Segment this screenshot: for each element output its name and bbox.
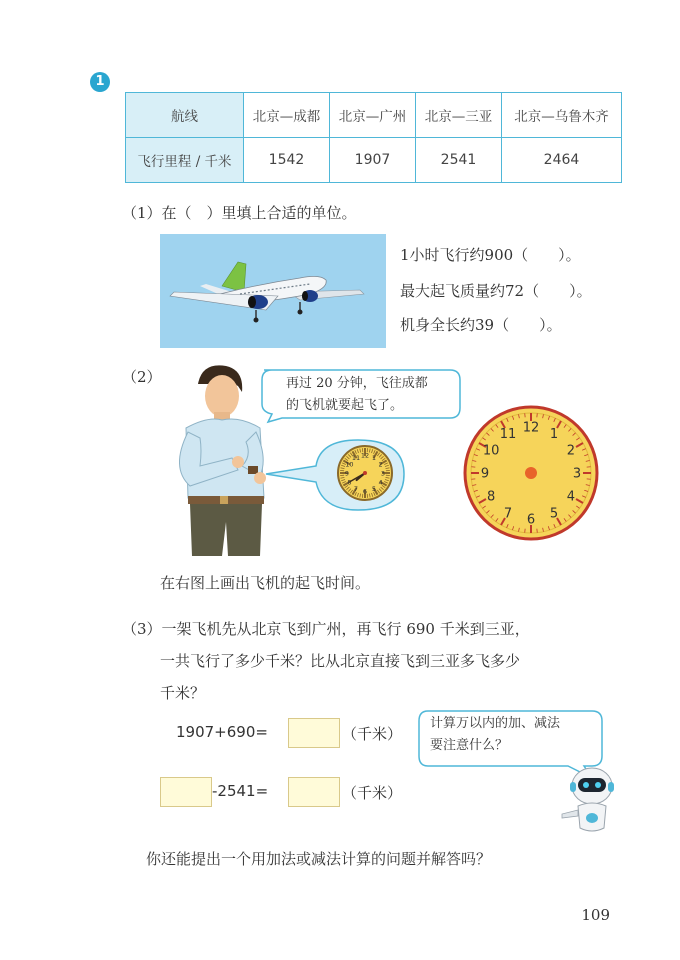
equation-2-unit: （千米）: [342, 784, 403, 802]
clock-number: 8: [487, 489, 496, 505]
clock-number: 10: [482, 443, 500, 459]
q1-line-length: 机身全长约39（ ）。: [400, 316, 562, 334]
equation-2-operator: -2541=: [212, 782, 269, 800]
table-cell: 航线: [126, 93, 244, 138]
clock-number: 1: [371, 453, 377, 462]
table-cell: 2541: [416, 138, 502, 183]
q3-line-1: （3）一架飞机先从北京飞到广州，再飞行 690 千米到三亚，: [122, 620, 530, 638]
table-cell: 飞行里程 / 千米: [126, 138, 244, 183]
answer-box-total[interactable]: [160, 777, 212, 807]
clock-number: 12: [522, 420, 540, 436]
clock-number: 4: [378, 478, 383, 487]
clock-number: 7: [353, 484, 359, 493]
clock-number: 8: [347, 478, 352, 487]
table-cell: 北京—乌鲁木齐: [502, 93, 622, 138]
table-cell: 北京—成都: [244, 93, 330, 138]
clock-center-pin: [525, 467, 537, 479]
clock-number: 11: [499, 426, 517, 442]
clock-number: 5: [549, 506, 559, 522]
equation-1-left: 1907+690=: [176, 723, 268, 741]
clock-number: 5: [371, 484, 377, 493]
q1-line-speed: 1小时飞行约900（ ）。: [400, 246, 581, 264]
table-cell: 2464: [502, 138, 622, 183]
watch-center-pin: [363, 471, 367, 475]
clock-number: 4: [566, 489, 575, 505]
equation-1-unit: （千米）: [342, 725, 403, 743]
clock-number: 9: [480, 466, 490, 482]
clock-number: 6: [362, 487, 368, 496]
q3-line-2: 一共飞行了多少千米？比从北京直接飞到三亚多飞多少: [160, 652, 521, 670]
clock-number: 12: [360, 451, 370, 460]
page-number: 109: [581, 906, 610, 924]
clock-number: 10: [345, 460, 354, 469]
extension-question: 你还能提出一个用加法或减法计算的问题并解答吗？: [146, 850, 492, 868]
table-cell: 1907: [330, 138, 416, 183]
robot-speech-line-2: 要注意什么？: [430, 738, 509, 753]
clock-number: 3: [572, 466, 582, 482]
blank-clock-face[interactable]: [462, 404, 600, 542]
clock-number: 6: [526, 512, 536, 528]
speech-line-2: 的飞机就要起飞了。: [286, 398, 404, 413]
clock-number: 3: [380, 469, 386, 478]
table-cell: 1542: [244, 138, 330, 183]
q3-line-3: 千米？: [160, 684, 206, 702]
answer-box-sum[interactable]: [288, 718, 340, 748]
clock-number: 7: [503, 506, 513, 522]
table-cell: 北京—三亚: [416, 93, 502, 138]
answer-box-difference[interactable]: [288, 777, 340, 807]
wrist-watch-clock: [336, 444, 394, 502]
speech-line-1: 再过 20 分钟，飞往成都: [286, 376, 428, 391]
clock-number: 1: [549, 426, 559, 442]
airplane-image: [160, 234, 386, 348]
clock-number: 2: [378, 460, 383, 469]
robot-speech-line-1: 计算万以内的加、减法: [430, 716, 561, 731]
robot-mascot: [556, 762, 622, 834]
section-number-badge: 1: [90, 72, 110, 92]
clock-number: 2: [566, 443, 575, 459]
q2-instruction: 在右图上画出飞机的起飞时间。: [160, 574, 371, 592]
clock-number: 11: [351, 453, 361, 462]
table-row: [126, 138, 622, 183]
clock-number: 9: [344, 469, 350, 478]
table-row: [126, 93, 622, 138]
q1-line-mass: 最大起飞质量约72（ ）。: [400, 282, 592, 300]
q1-prompt: （1）在（ ）里填上合适的单位。: [122, 204, 357, 222]
table-cell: 北京—广州: [330, 93, 416, 138]
flight-distance-table: [125, 92, 622, 183]
q2-label: （2）: [122, 368, 162, 386]
